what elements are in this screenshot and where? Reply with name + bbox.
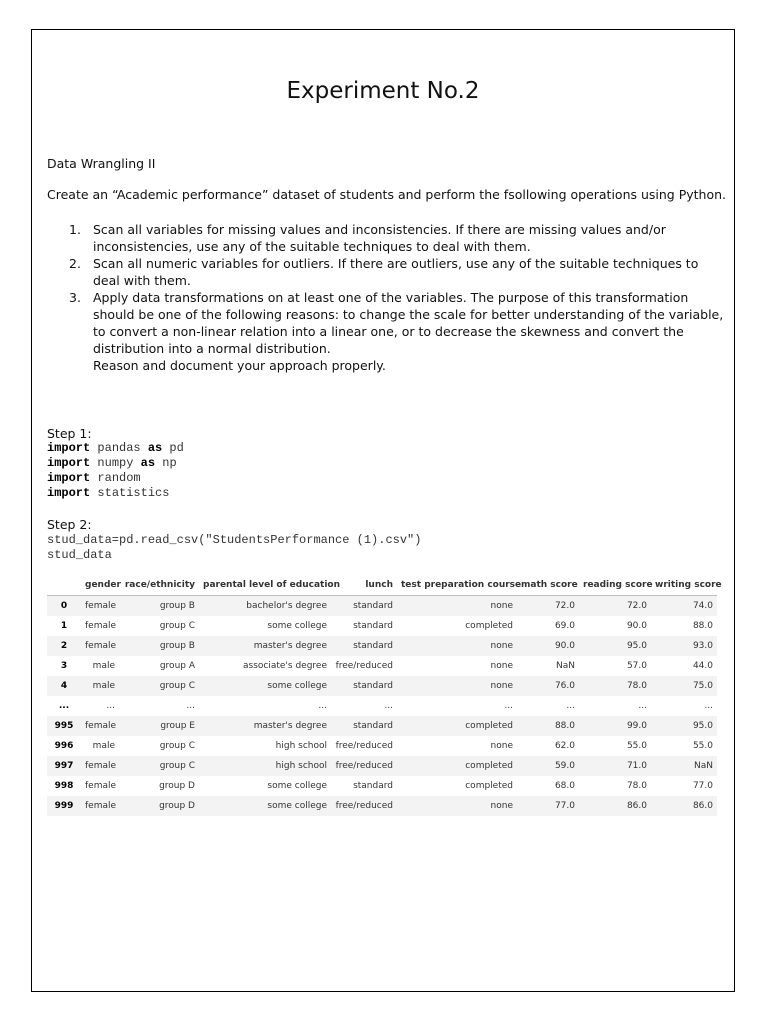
code-keyword: import xyxy=(47,441,91,455)
step2-code xyxy=(47,533,421,563)
column-header: reading score xyxy=(579,575,651,596)
row-index: 1 xyxy=(60,621,68,631)
table-cell: male xyxy=(92,681,115,691)
code-keyword: import xyxy=(47,471,91,485)
table-cell: female xyxy=(85,801,117,811)
row-index: 0 xyxy=(60,601,68,611)
table-cell: master's degree xyxy=(253,641,327,651)
table-cell: 72.0 xyxy=(626,601,647,611)
table-cell: none xyxy=(490,681,513,691)
header-row xyxy=(47,575,717,596)
table-cell: 57.0 xyxy=(626,661,647,671)
code-text: pd xyxy=(162,441,184,455)
column-header: race/ethnicity xyxy=(119,575,199,596)
table-row xyxy=(47,616,717,636)
table-cell: group B xyxy=(159,641,195,651)
task-note: Reason and document your approach properly. xyxy=(93,358,386,373)
table-row xyxy=(47,716,717,736)
task-text: Scan all variables for missing values and inconsistencies. If there are missing values and/or inconsistencies, use any of the suitable techniques to deal with them. xyxy=(93,222,666,254)
table-cell: 90.0 xyxy=(554,641,575,651)
code-line xyxy=(47,471,141,485)
table-cell: female xyxy=(85,781,117,791)
table-cell: 62.0 xyxy=(554,741,575,751)
table-cell: standard xyxy=(353,681,393,691)
column-header: lunch xyxy=(331,575,397,596)
column-header: parental level of education xyxy=(199,575,331,596)
dataframe-table xyxy=(47,575,722,816)
table-cell: high school xyxy=(275,761,327,771)
code-text: np xyxy=(155,456,177,470)
code-keyword: import xyxy=(47,456,91,470)
table-cell: 77.0 xyxy=(554,801,575,811)
table-cell: 95.0 xyxy=(626,641,647,651)
column-header: writing score xyxy=(651,575,717,596)
table-cell: associate's degree xyxy=(243,661,327,671)
table-cell: standard xyxy=(353,621,393,631)
table-cell: none xyxy=(490,741,513,751)
row-index: 4 xyxy=(60,681,68,691)
code-keyword: import xyxy=(47,486,91,500)
table-cell: none xyxy=(490,641,513,651)
table-cell: group D xyxy=(159,801,195,811)
table-header xyxy=(47,575,722,596)
table-cell: ... xyxy=(106,701,115,711)
task-number: 3. xyxy=(69,290,81,305)
table-cell: female xyxy=(85,721,117,731)
column-header: test preparation course xyxy=(397,575,517,596)
column-header: gender xyxy=(81,575,119,596)
code-line: stud_data xyxy=(47,548,112,562)
table-cell: standard xyxy=(353,641,393,651)
table-cell: some college xyxy=(267,681,327,691)
table-cell: ... xyxy=(318,701,327,711)
row-index: ... xyxy=(58,701,70,711)
table-row xyxy=(47,596,717,617)
task-item xyxy=(47,289,727,374)
table-cell: group C xyxy=(159,741,195,751)
row-index: 997 xyxy=(54,761,74,771)
table-cell: none xyxy=(490,601,513,611)
table-cell: ... xyxy=(504,701,513,711)
row-index: 2 xyxy=(60,641,68,651)
table-cell: some college xyxy=(267,781,327,791)
table-cell: ... xyxy=(186,701,195,711)
table-cell: female xyxy=(85,761,117,771)
table-cell: 86.0 xyxy=(626,801,647,811)
table-cell: bachelor's degree xyxy=(246,601,327,611)
table-cell: 75.0 xyxy=(692,681,713,691)
table-cell: none xyxy=(490,801,513,811)
code-keyword: as xyxy=(140,456,156,470)
table-cell: completed xyxy=(465,621,513,631)
code-line xyxy=(47,456,177,470)
table-cell: group C xyxy=(159,681,195,691)
table-cell: group E xyxy=(160,721,195,731)
code-text: statistics xyxy=(90,486,170,500)
code-line xyxy=(47,441,184,455)
table-cell: free/reduced xyxy=(335,741,393,751)
code-text: numpy xyxy=(90,456,141,470)
table-cell: female xyxy=(85,621,117,631)
table-cell: completed xyxy=(465,721,513,731)
table-row xyxy=(47,656,717,676)
table-cell: 59.0 xyxy=(554,761,575,771)
table-cell: free/reduced xyxy=(335,761,393,771)
table-cell: male xyxy=(92,661,115,671)
table-cell: 76.0 xyxy=(554,681,575,691)
table-cell: group B xyxy=(159,601,195,611)
table-cell: NaN xyxy=(556,661,575,671)
table-cell: 88.0 xyxy=(554,721,575,731)
table-cell: group C xyxy=(159,761,195,771)
table-cell: 71.0 xyxy=(626,761,647,771)
table-cell: 74.0 xyxy=(692,601,713,611)
table-cell: standard xyxy=(353,781,393,791)
table-row xyxy=(47,676,717,696)
page-title: Experiment No.2 xyxy=(286,78,480,104)
code-text: random xyxy=(90,471,141,485)
table-cell: some college xyxy=(267,801,327,811)
table-cell: 72.0 xyxy=(554,601,575,611)
table-cell: completed xyxy=(465,761,513,771)
row-index: 996 xyxy=(54,741,74,751)
table-cell: 93.0 xyxy=(692,641,713,651)
table-cell: NaN xyxy=(694,761,713,771)
table-cell: some college xyxy=(267,621,327,631)
table-row xyxy=(47,796,717,816)
section-subtitle: Data Wrangling II xyxy=(47,156,156,171)
table-row xyxy=(47,736,717,756)
task-list xyxy=(47,221,727,374)
table-cell: none xyxy=(490,661,513,671)
table-cell: 55.0 xyxy=(626,741,647,751)
task-number: 1. xyxy=(69,222,81,237)
table-cell: ... xyxy=(638,701,647,711)
row-index: 999 xyxy=(54,801,74,811)
table-cell: female xyxy=(85,601,117,611)
column-header: math score xyxy=(517,575,579,596)
task-text: Scan all numeric variables for outliers. If there are outliers, use any of the suitable techniques to deal with them. xyxy=(93,256,699,288)
table-cell: 90.0 xyxy=(626,621,647,631)
task-number: 2. xyxy=(69,256,81,271)
table-row xyxy=(47,756,717,776)
table-cell: 78.0 xyxy=(626,681,647,691)
table-cell: ... xyxy=(384,701,393,711)
table-body xyxy=(47,596,717,817)
task-item xyxy=(47,255,727,289)
table-cell: group A xyxy=(159,661,195,671)
table-cell: 77.0 xyxy=(692,781,713,791)
code-text: pandas xyxy=(90,441,148,455)
row-index: 995 xyxy=(54,721,74,731)
table-row xyxy=(47,636,717,656)
task-text: Apply data transformations on at least one of the variables. The purpose of this transformation should be one of the following reasons: to change the scale for better understanding of the variable, to convert a non-linear relation into a linear one, or to decrease the skewness and convert the distribution into a normal distribution. xyxy=(93,290,724,356)
table-cell: standard xyxy=(353,721,393,731)
step1-label: Step 1: xyxy=(47,426,92,441)
table-cell: 88.0 xyxy=(692,621,713,631)
table-cell: 78.0 xyxy=(626,781,647,791)
table-cell: 68.0 xyxy=(554,781,575,791)
table-cell: high school xyxy=(275,741,327,751)
intro-paragraph: Create an “Academic performance” dataset of students and perform the fsollowing operations using Python. xyxy=(47,187,727,202)
table-cell: free/reduced xyxy=(335,801,393,811)
table-cell: master's degree xyxy=(253,721,327,731)
row-index: 3 xyxy=(60,661,68,671)
code-line xyxy=(47,486,169,500)
row-index: 998 xyxy=(54,781,74,791)
table-cell: 44.0 xyxy=(692,661,713,671)
task-item xyxy=(47,221,727,255)
table-row xyxy=(47,696,717,716)
table-cell: female xyxy=(85,641,117,651)
step1-code xyxy=(47,441,184,501)
table-cell: ... xyxy=(566,701,575,711)
table-cell: group C xyxy=(159,621,195,631)
code-line: stud_data=pd.read_csv("StudentsPerformance (1).csv") xyxy=(47,533,422,547)
table-cell: 86.0 xyxy=(692,801,713,811)
table-cell: free/reduced xyxy=(335,661,393,671)
page-border xyxy=(31,29,735,992)
table-cell: 69.0 xyxy=(554,621,575,631)
table-cell: 95.0 xyxy=(692,721,713,731)
index-header xyxy=(47,575,81,596)
table-cell: group D xyxy=(159,781,195,791)
table-cell: male xyxy=(92,741,115,751)
table-cell: 99.0 xyxy=(626,721,647,731)
table-cell: ... xyxy=(704,701,713,711)
table-cell: completed xyxy=(465,781,513,791)
table-cell: 55.0 xyxy=(692,741,713,751)
table-row xyxy=(47,776,717,796)
code-keyword: as xyxy=(147,441,163,455)
step2-label: Step 2: xyxy=(47,517,92,532)
table-cell: standard xyxy=(353,601,393,611)
